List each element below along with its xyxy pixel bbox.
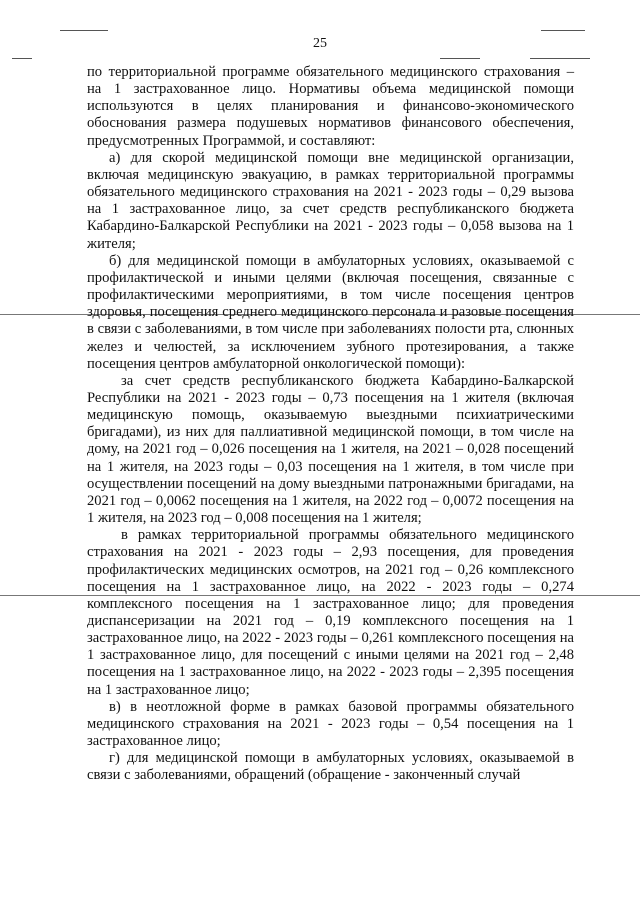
- scan-rule-top-right: [541, 30, 585, 31]
- paragraph-item-b: б) для медицинской помощи в амбулаторных условиях, оказываемой с профилактической и иными целями (включая посещения, связанные с профилактическими мероприятиями, в том числе посещения центров здоровья, посещения среднего медицинского персонала и разовые посещения в связи с заболеваниями, в том числе при заболеваниях полости рта, слюнных желез и челюстей, за исключением зубного протезирования, а также посещения центров амбулаторной онкологической помощи):: [87, 252, 574, 372]
- paragraph-territorial-program: в рамках территориальной программы обязательного медицинского страхования на 2021 - 2023 годы – 2,93 посещения, для проведения профилактических медицинских осмотров, на 2021 год – 0,26 комплексного посещения на 1 застрахованное лицо, на 2022 - 2023 годы – 0,274 комплексного посещения на 1 застрахованное лицо; для проведения диспансеризации на 2021 год – 0,19 комплексного посещения на 1 застрахованное лицо, на 2022 - 2023 годы – 0,261 комплексного посещения на 1 застрахованное лицо, для посещений с иными целями на 2021 год – 2,48 посещения на 1 застрахованное лицо, на 2022 - 2023 годы – 2,395 посещения на 1 застрахованное лицо;: [87, 527, 574, 698]
- scan-rule-header-right: [530, 58, 590, 59]
- document-body: [87, 64, 574, 785]
- scan-rule-top-left: [60, 30, 108, 31]
- paragraph-item-v: в) в неотложной форме в рамках базовой программы обязательного медицинского страхования на 2021 - 2023 годы – 0,54 посещения на 1 застрахованное лицо;: [87, 698, 574, 750]
- page-number: 25: [313, 36, 327, 51]
- paragraph-item-g: г) для медицинской помощи в амбулаторных условиях, оказываемой в связи с заболеваниями, обращений (обращение - законченный случай: [87, 750, 574, 784]
- scan-rule-header-mid: [440, 58, 480, 59]
- paragraph-republic-budget: за счет средств республиканского бюджета Кабардино-Балкарской Республики на 2021 - 2023 годы – 0,73 посещения на 1 жителя (включая медицинскую помощь, оказываемую выездными психиатрическими бригадами), из них для паллиативной медицинской помощи, в том числе на дому, на 2021 год – 0,026 посещения на 1 жителя, на 2021 – 0,028 посещений на 1 жителя, на 2023 годы – 0,03 посещения на 1 жителя, в том числе при осуществлении посещений на дому выездными патронажными бригадами, на 2021 год – 0,0062 посещения на 1 жителя, на 2022 год – 0,0072 посещения на 1 жителя, на 2023 год – 0,008 посещения на 1 жителя;: [87, 372, 574, 527]
- paragraph-continuation: по территориальной программе обязательного медицинского страхования – на 1 застрахованное лицо. Нормативы объема медицинской помощи используются в целях планирования и финансово-экономического обоснования размера подушевых нормативов финансового обеспечения, предусмотренных Программой, и составляют:: [87, 64, 574, 149]
- paragraph-item-a: а) для скорой медицинской помощи вне медицинской организации, включая медицинскую эвакуацию, в рамках территориальной программы обязательного медицинского страхования на 2021 - 2023 годы – 0,29 вызова на 1 застрахованное лицо, за счет средств республиканского бюджета Кабардино-Балкарской Республики на 2021 - 2023 годы – 0,058 вызова на 1 жителя;: [87, 149, 574, 252]
- scan-rule-header-left: [12, 58, 32, 59]
